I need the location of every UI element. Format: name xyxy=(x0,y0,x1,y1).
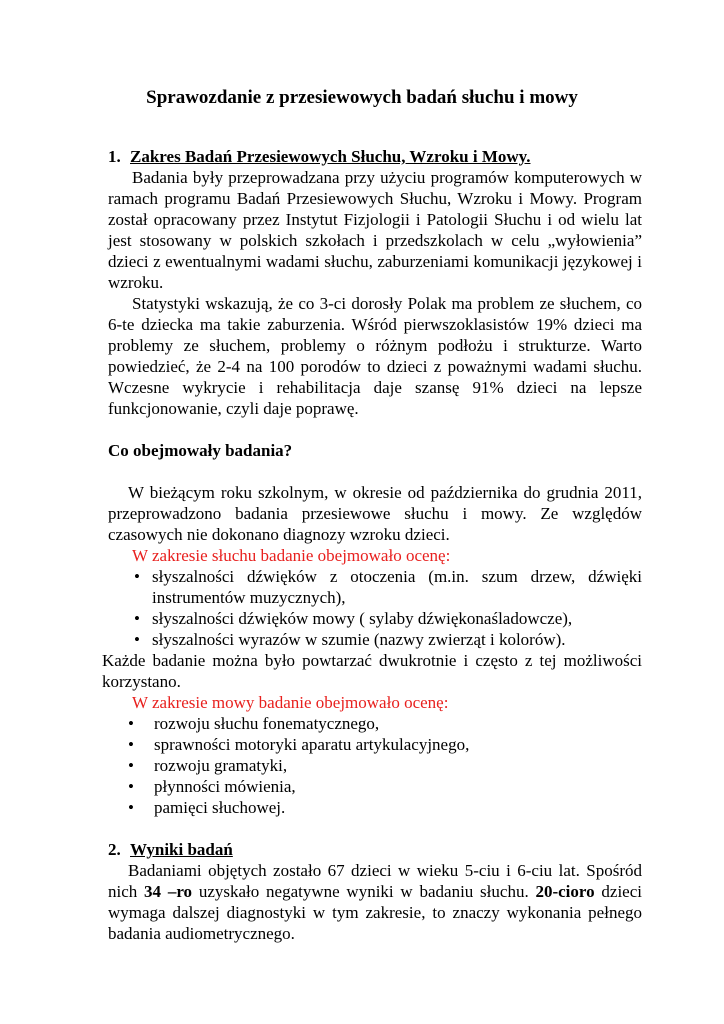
bullet-icon: • xyxy=(128,735,134,754)
section1-paragraph-2: Statystyki wskazują, że co 3-ci dorosły Polak ma problem ze słuchem, co 6-te dziecka ma takie zaburzenia. Wśród pierwszoklasistów 19% dzieci ma problemy ze słuchem, problemy o różnym podłożu i strukturze. Warto powiedzieć, że 2-4 na 100 porodów to dzieci z poważnymi wadami słuchu. Wczesne wykrycie i rehabilitacja daje szansę 91% dzieci na lepsze funkcjonowanie, czyli daje poprawę. xyxy=(108,294,642,418)
section1-heading-text: Zakres Badań Przesiewowych Słuchu, Wzroku i Mowy. xyxy=(130,147,531,166)
hearing-label: W zakresie słuchu badanie obejmowało ocenę: xyxy=(132,546,451,565)
speech-label: W zakresie mowy badanie obejmowało ocenę: xyxy=(132,693,449,712)
section2-paragraph: Badaniami objętych zostało 67 dzieci w wieku 5-ciu i 6-ciu lat. Spośród nich 34 –ro uzyskało negatywne wyniki w badaniu słuchu. 20-cioro dzieci wymaga dalszej diagnostyki w tym zakresie, to znaczy wykonania pełnego badania audiometrycznego. xyxy=(108,861,642,943)
list-item: • płynności mówienia, xyxy=(128,777,296,796)
list-item: • słyszalności dźwięków mowy ( sylaby dźwiękonaśladowcze), xyxy=(134,609,573,628)
section1-number: 1. xyxy=(108,147,121,166)
bullet-icon: • xyxy=(128,777,134,796)
scope-intro: W bieżącym roku szkolnym, w okresie od października do grudnia 2011, przeprowadzono badania przesiewowe słuchu i mowy. Ze względów czasowych nie dokonano diagnozy wzroku dzieci. xyxy=(108,483,642,544)
bullet-icon: • xyxy=(128,798,134,817)
list-item: • słyszalności wyrazów w szumie (nazwy zwierząt i kolorów). xyxy=(134,630,566,649)
bullet-icon: • xyxy=(134,630,140,649)
list-item: • pamięci słuchowej. xyxy=(128,798,286,817)
section1-heading xyxy=(108,146,642,167)
bullet-icon: • xyxy=(134,567,140,586)
section1-paragraph-1: Badania były przeprowadzana przy użyciu programów komputerowych w ramach programu Badań Przesiewowych Słuchu, Wzroku i Mowy. Program został opracowany przez Instytut Fizjologii i Patologii Słuchu i od wielu lat jest stosowany w polskich szkołach i przedszkolach w celu „wyłowienia” dzieci z ewentualnymi wadami słuchu, zaburzeniami komunikacji językowej i wzroku. xyxy=(108,168,642,292)
list-item: • rozwoju gramatyki, xyxy=(128,756,288,775)
scope-heading: Co obejmowały badania? xyxy=(108,441,293,460)
bullet-icon: • xyxy=(128,714,134,733)
document-title: Sprawozdanie z przesiewowych badań słuchu i mowy xyxy=(146,87,578,108)
repeat-note: Każde badanie można było powtarzać dwukrotnie i często z tej możliwości korzystano. xyxy=(102,651,642,691)
list-item: • sprawności motoryki aparatu artykulacyjnego, xyxy=(128,735,470,754)
bullet-icon: • xyxy=(128,756,134,775)
bullet-icon: • xyxy=(134,609,140,628)
section2-heading xyxy=(108,839,642,860)
speech-list xyxy=(108,713,642,818)
section2-number: 2. xyxy=(108,840,121,859)
hearing-list xyxy=(108,566,642,650)
list-item: • słyszalności dźwięków z otoczenia (m.in. szum drzew, dźwięki instrumentów muzycznych), xyxy=(134,567,642,607)
list-item: • rozwoju słuchu fonematycznego, xyxy=(128,714,380,733)
document-body xyxy=(102,146,642,944)
further-diagnosis-count: 20-cioro xyxy=(535,882,595,901)
section2-heading-text: Wyniki badań xyxy=(130,840,233,859)
negative-count: 34 –ro xyxy=(144,882,193,901)
